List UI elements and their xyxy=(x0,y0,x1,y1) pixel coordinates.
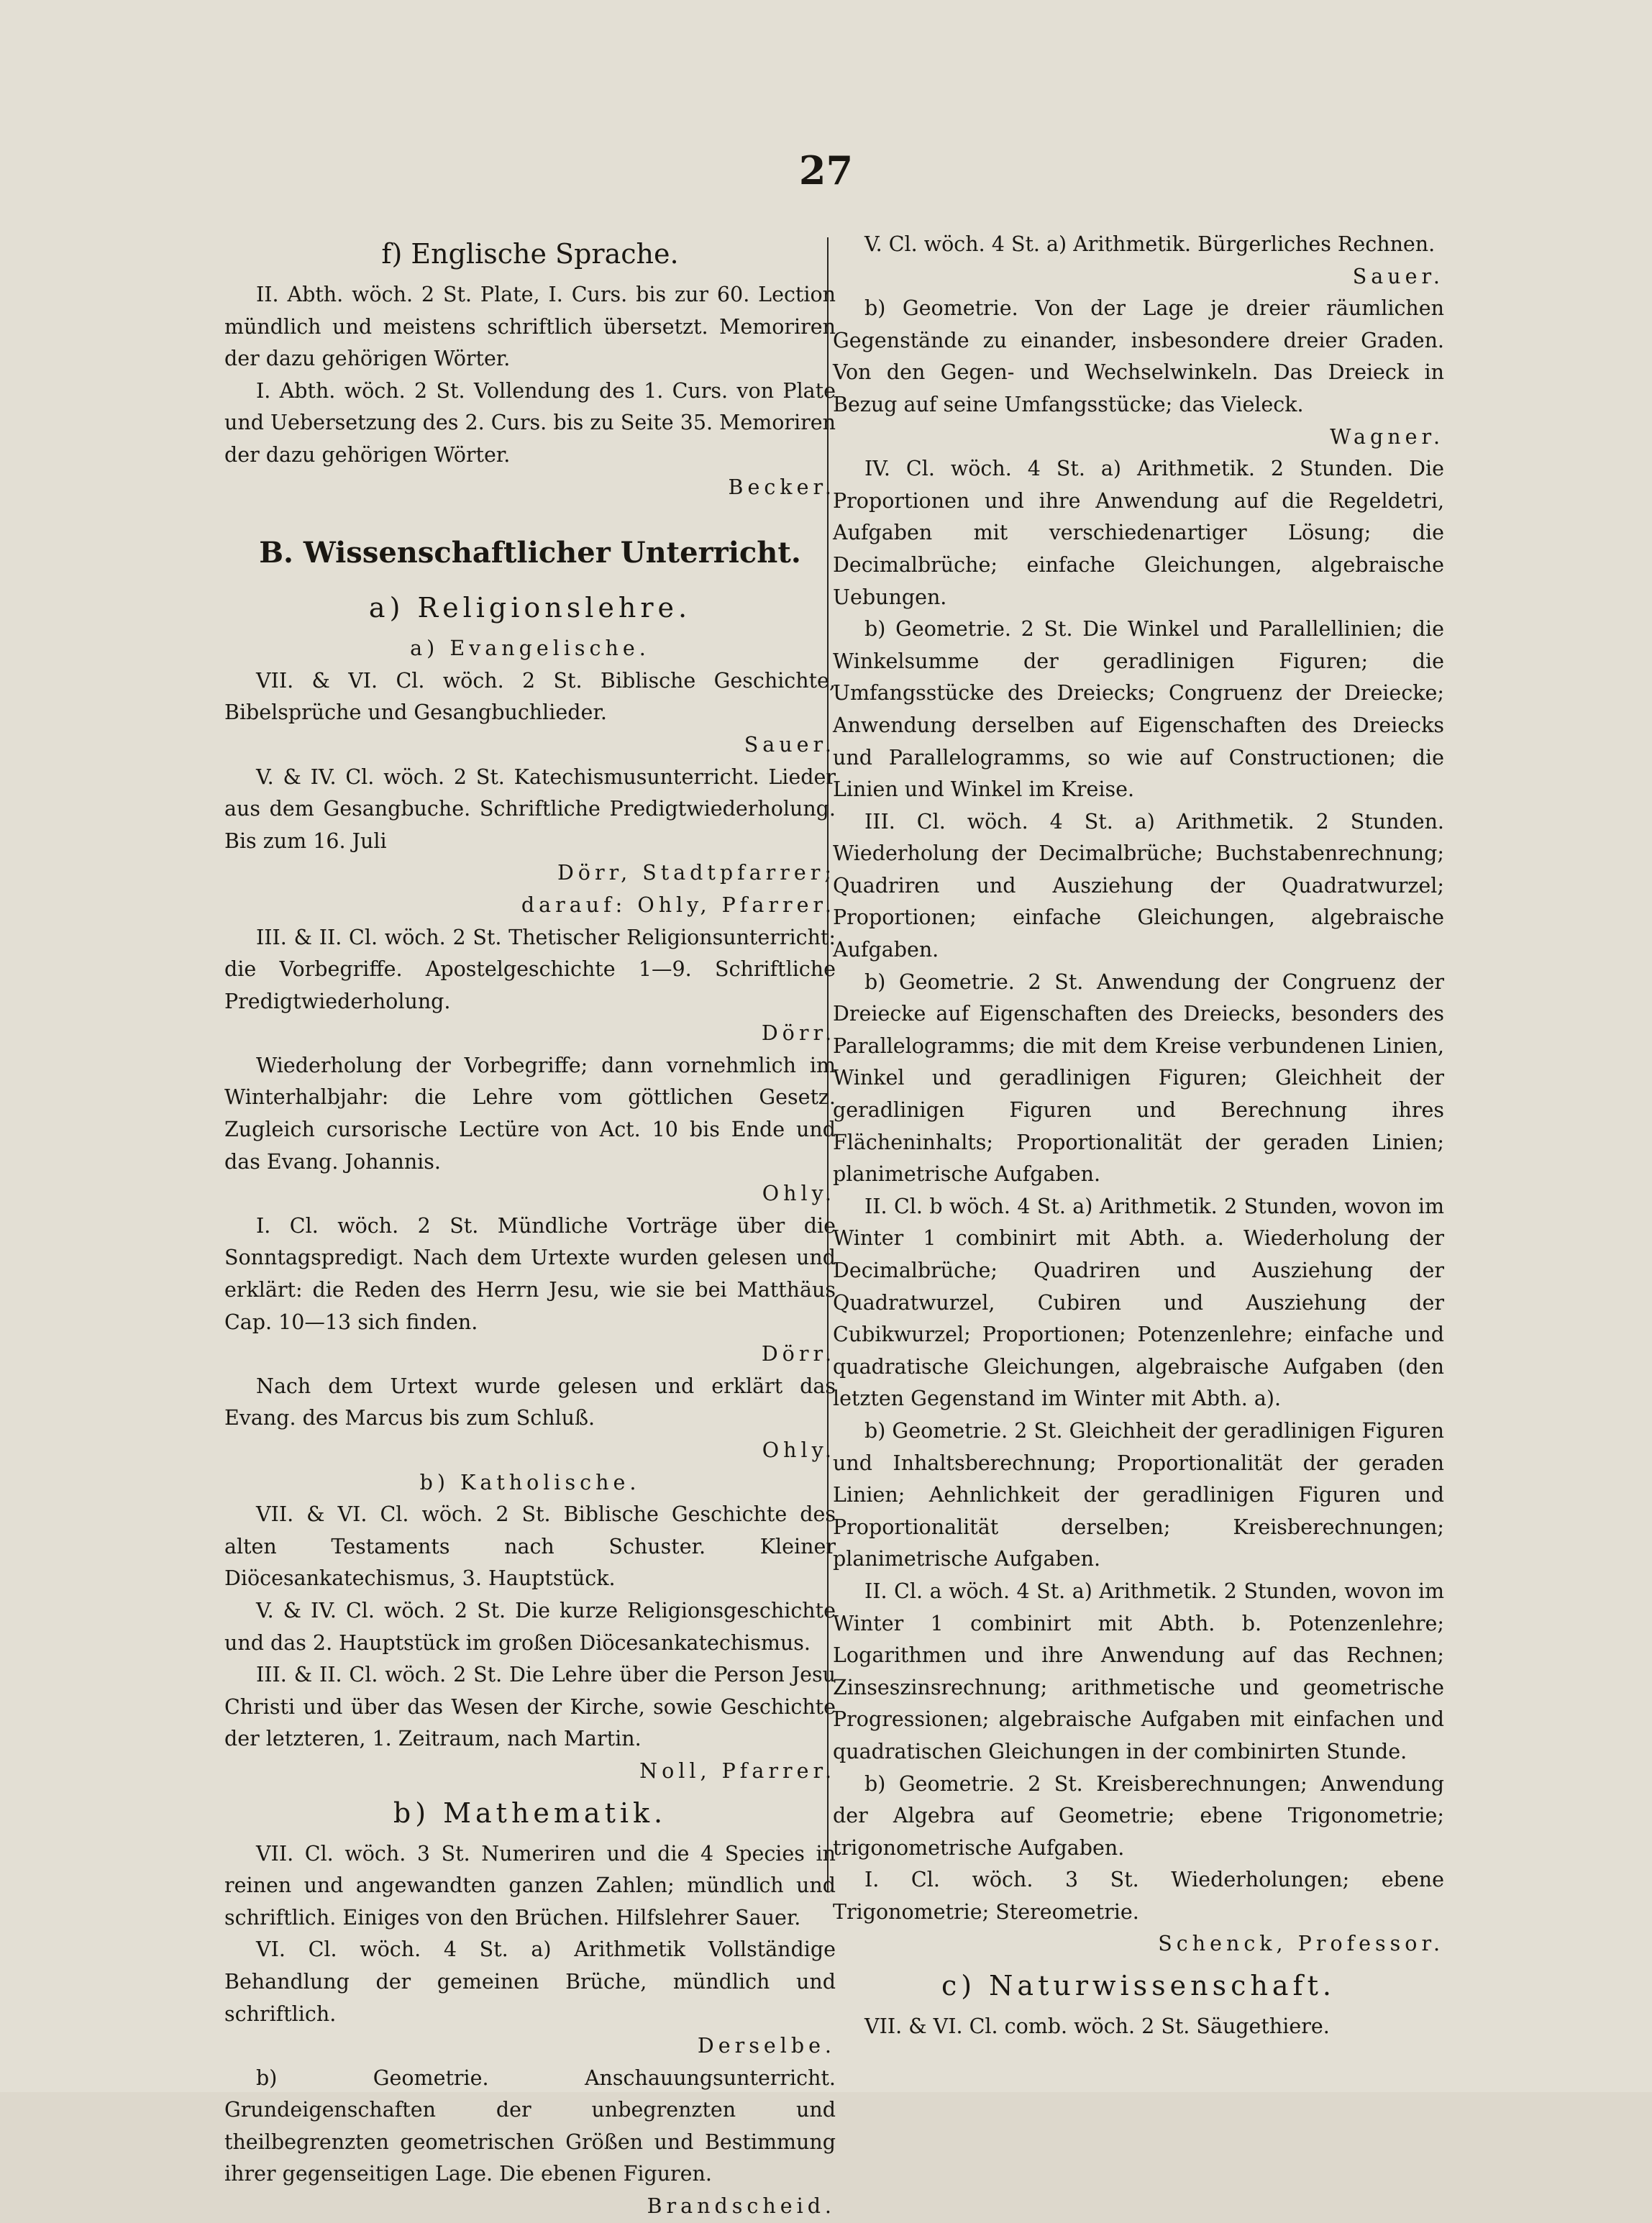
paragraph: b) Geometrie. Anschauungsunterricht. Grundeigenschaften der unbegrenzten und theilbegrenzten geometrischen Größen und Bestimmung ihrer gegenseitigen Lage. Die ebenen Figuren. xyxy=(224,2065,836,2186)
paragraph: Wiederholung der Vorbegriffe; dann vornehmlich im Winterhalbjahr: die Lehre vom göttlichen Gesetz. Zugleich cursorische Lectüre von Act. 10 bis Ende und das Evang. Johannis. xyxy=(224,1053,836,1174)
paragraph: II. Cl. a wöch. 4 St. a) Arithmetik. 2 Stunden, wovon im Winter 1 combinirt mit Abth. b. Potenzenlehre; Logarithmen und ihre Anwendung auf das Rechnen; Zinseszinsrechnung; arithmetische und geometrische Progressionen; algebraische Aufgaben mit einfachen und quadratischen Gleichungen in der combinirten Stunde. xyxy=(833,1579,1444,1763)
teacher-name: Ohly. xyxy=(762,1438,836,1462)
heading-wissenschaftlicher-unterricht: B. Wissenschaftlicher Unterricht. xyxy=(259,536,801,570)
heading-evangelische: a) Evangelische. xyxy=(410,636,650,661)
teacher-name: Dörr, Stadtpfarrer; xyxy=(557,861,836,885)
teacher-name: Derselbe. xyxy=(697,2034,836,2058)
paragraph: VI. Cl. wöch. 4 St. a) Arithmetik Vollständige Behandlung der gemeinen Brüche, mündlich und schriftlich. xyxy=(224,1937,836,2026)
paragraph: V. & IV. Cl. wöch. 2 St. Katechismusunterricht. Lieder aus dem Gesangbuche. Schriftliche Predigtwiederholung. Bis zum 16. Juli xyxy=(224,764,836,853)
left-column xyxy=(224,229,836,2223)
teacher-name: Dörr. xyxy=(761,1342,836,1366)
teacher-name: Becker. xyxy=(728,475,836,499)
teacher-name: Wagner. xyxy=(1330,424,1444,449)
teacher-name: Sauer. xyxy=(1352,264,1444,288)
paragraph: V. Cl. wöch. 4 St. a) Arithmetik. Bürgerliches Rechnen. xyxy=(864,232,1436,256)
paragraph: III. & II. Cl. wöch. 2 St. Thetischer Religionsunterricht: die Vorbegriffe. Apostelgeschichte 1—9. Schriftliche Predigtwiederholung. xyxy=(224,925,836,1013)
teacher-name: Noll, Pfarrer. xyxy=(639,1758,836,1783)
paragraph: b) Geometrie. 2 St. Die Winkel und Parallellinien; die Winkelsumme der geradlinigen Figuren; die Umfangsstücke des Dreiecks; Congruenz der Dreiecke; Anwendung derselben auf Eigenschaften des Dreiecks und Parallelogramms, so wie auf Constructionen; die Linien und Winkel im Kreise. xyxy=(833,617,1444,802)
heading-religionslehre: a) Religionslehre. xyxy=(368,592,692,624)
heading-englische-sprache: f) Englische Sprache. xyxy=(381,238,679,270)
page-number: 27 xyxy=(798,147,854,193)
paragraph: b) Geometrie. 2 St. Kreisberechnungen; Anwendung der Algebra auf Geometrie; ebene Trigonometrie; trigonometrische Aufgaben. xyxy=(833,1771,1444,1860)
teacher-name: Dörr. xyxy=(761,1021,836,1046)
paragraph: VII. Cl. wöch. 3 St. Numeriren und die 4 Species in reinen und angewandten ganzen Zahlen; mündlich und schriftlich. Einiges von den Brüchen. Hilfslehrer Sauer. xyxy=(224,1841,836,1930)
teacher-name: Sauer. xyxy=(744,732,836,757)
paragraph: VII. & VI. Cl. wöch. 2 St. Biblische Geschichte, Bibelsprüche und Gesangbuchlieder. xyxy=(224,668,836,725)
paragraph: I. Abth. wöch. 2 St. Vollendung des 1. Curs. von Plate und Uebersetzung des 2. Curs. bis zu Seite 35. Memoriren der dazu gehörigen Wörter. xyxy=(224,378,836,467)
right-column xyxy=(833,229,1444,2043)
teacher-name: Brandscheid. xyxy=(647,2194,836,2219)
teacher-name: darauf: Ohly, Pfarrer. xyxy=(521,893,836,917)
paragraph: II. Abth. wöch. 2 St. Plate, I. Curs. bis zur 60. Lection mündlich und meistens schriftlich übersetzt. Memoriren der dazu gehörigen Wörter. xyxy=(224,283,836,371)
paragraph: III. & II. Cl. wöch. 2 St. Die Lehre über die Person Jesu Christi und über das Wesen der Kirche, sowie Geschichte der letzteren, 1. Zeitraum, nach Martin. xyxy=(224,1663,836,1751)
paragraph: I. Cl. wöch. 3 St. Wiederholungen; ebene Trigonometrie; Stereometrie. xyxy=(833,1868,1444,1924)
paragraph: V. & IV. Cl. wöch. 2 St. Die kurze Religionsgeschichte und das 2. Hauptstück im großen Diöcesankatechismus. xyxy=(224,1598,836,1655)
paragraph: Nach dem Urtext wurde gelesen und erklärt das Evang. des Marcus bis zum Schluß. xyxy=(224,1374,836,1430)
paragraph: b) Geometrie. 2 St. Gleichheit der geradlinigen Figuren und Inhaltsberechnung; Proportionalität der geraden Linien; Aehnlichkeit der geradlinigen Figuren und Proportionalität derselben; Kreisberechnungen; planimetrische Aufgaben. xyxy=(833,1418,1444,1571)
heading-naturwissenschaft: c) Naturwissenschaft. xyxy=(941,1970,1336,2002)
paragraph: b) Geometrie. Von der Lage je dreier räumlichen Gegenstände zu einander, insbesondere dreier Graden. Von den Gegen- und Wechselwinkeln. Das Dreieck in Bezug auf seine Umfangsstücke; das Vieleck. xyxy=(833,296,1444,416)
heading-mathematik: b) Mathematik. xyxy=(393,1797,667,1829)
paragraph: VII. & VI. Cl. comb. wöch. 2 St. Säugethiere. xyxy=(864,2014,1330,2039)
teacher-name: Schenck, Professor. xyxy=(1158,1932,1444,1956)
paragraph: IV. Cl. wöch. 4 St. a) Arithmetik. 2 Stunden. Die Proportionen und ihre Anwendung auf die Regeldetri, Aufgaben mit verschiedenartiger Lösung; die Decimalbrüche; einfache Gleichungen, algebraische Uebungen. xyxy=(833,457,1444,609)
heading-katholische: b) Katholische. xyxy=(419,1470,641,1494)
paragraph: II. Cl. b wöch. 4 St. a) Arithmetik. 2 Stunden, wovon im Winter 1 combinirt mit Abth. a. Wiederholung der Decimalbrüche; Quadriren und Ausziehung der Quadratwurzel, Cubiren und Ausziehung der Cubikwurzel; Proportionen; Potenzenlehre; einfache und quadratische Gleichungen, algebraische Aufgaben (den letzten Gegenstand im Winter mit Abth. a). xyxy=(833,1194,1444,1411)
paragraph: I. Cl. wöch. 2 St. Mündliche Vorträge über die Sonntagspredigt. Nach dem Urtexte wurden gelesen und erklärt: die Reden des Herrn Jesu, wie sie bei Matthäus Cap. 10—13 sich finden. xyxy=(224,1213,836,1334)
teacher-name: Ohly. xyxy=(762,1182,836,1206)
paragraph: III. Cl. wöch. 4 St. a) Arithmetik. 2 Stunden. Wiederholung der Decimalbrüche; Buchstabenrechnung; Quadriren und Ausziehung der Quadratwurzel; Proportionen; einfache Gleichungen, algebraische Aufgaben. xyxy=(833,809,1444,962)
paragraph: b) Geometrie. 2 St. Anwendung der Congruenz der Dreiecke auf Eigenschaften des Dreiecks, besonders des Parallelogramms; die mit dem Kreise verbundenen Linien, Winkel und geradlinigen Figuren; Gleichheit der geradlinigen Figuren und Berechnung ihres Flächeninhalts; Proportionalität der geraden Linien; planimetrische Aufgaben. xyxy=(833,969,1444,1187)
paragraph: VII. & VI. Cl. wöch. 2 St. Biblische Geschichte des alten Testaments nach Schuster. Kleiner Diöcesankatechismus, 3. Hauptstück. xyxy=(224,1502,836,1591)
